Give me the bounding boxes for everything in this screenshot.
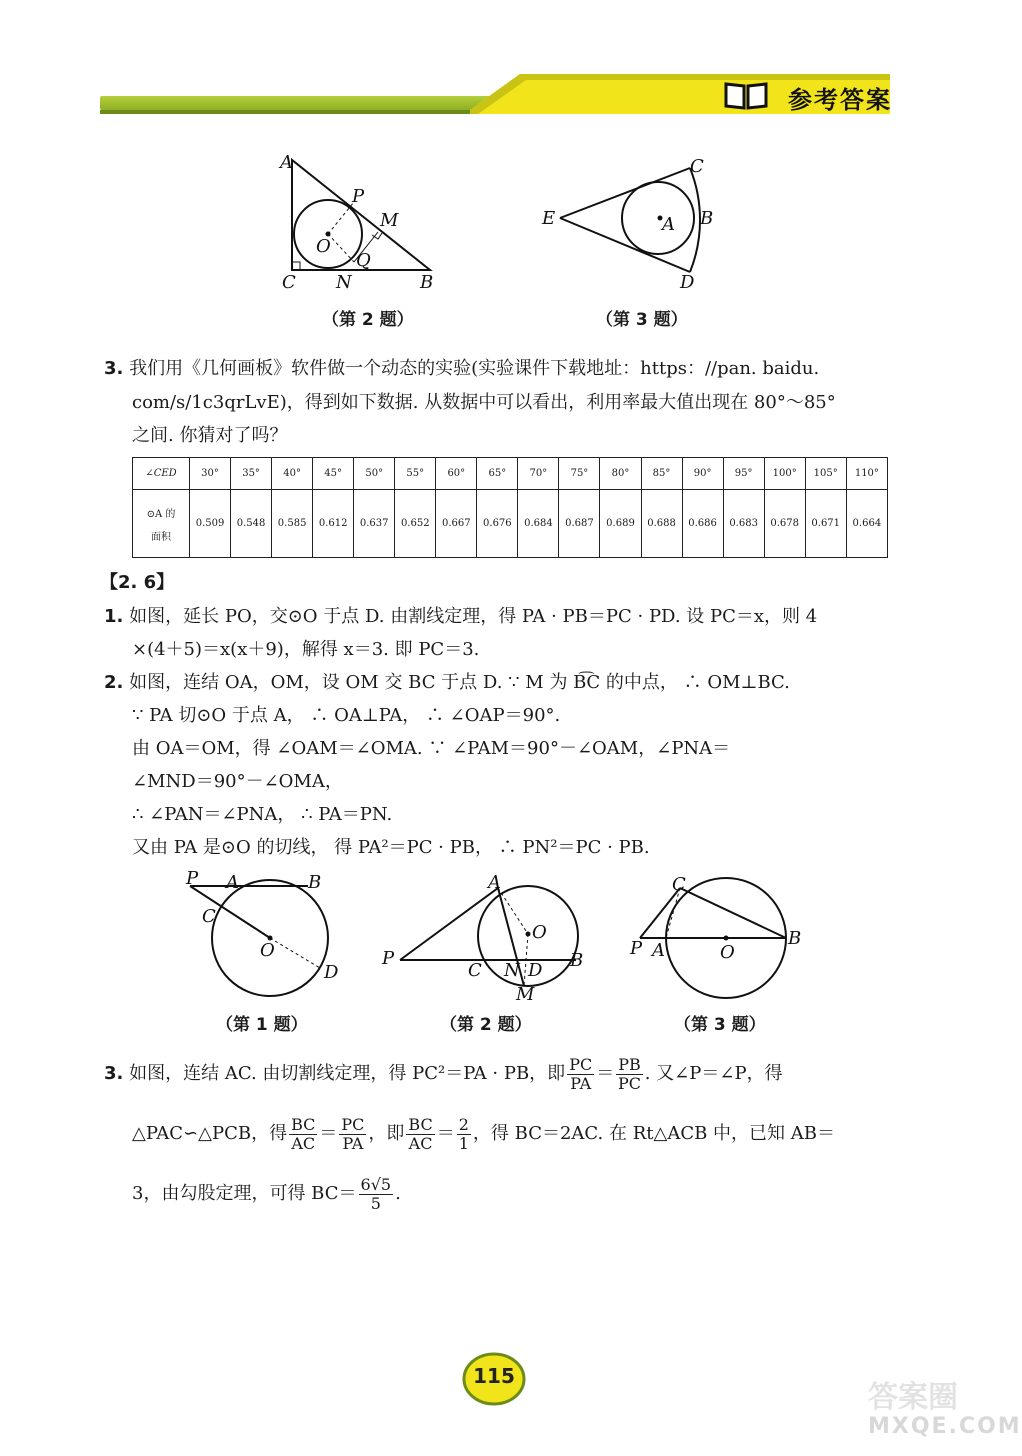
denominator: PA xyxy=(570,1073,592,1093)
watermark-logo: 答案圈 xyxy=(868,1380,958,1415)
a3-text-3b: . xyxy=(395,1183,401,1204)
fig-a2-label-c: C xyxy=(468,960,482,981)
table-cell: 0.678 xyxy=(764,490,805,558)
numerator: PC xyxy=(569,1054,593,1074)
caption-a1: （第 1 题） xyxy=(216,1015,308,1035)
a1-number: 1. xyxy=(104,606,124,627)
fig-a3-label-p: P xyxy=(630,938,643,959)
a1-text-1: 如图，延长 PO，交⊙O 于点 D. 由割线定理，得 PA · PB＝PC · PD. 设 PC＝x，则 4 xyxy=(129,606,818,627)
book-icon xyxy=(722,80,770,112)
denominator: AC xyxy=(291,1133,316,1153)
table-cell: 0.637 xyxy=(354,490,395,558)
table-cell: 75° xyxy=(559,458,600,490)
fraction xyxy=(457,1116,471,1153)
table-cell: 45° xyxy=(313,458,354,490)
table-cell: 30° xyxy=(190,458,231,490)
a2-line2: ∵ PA 切⊙O 于点 A， ∴ OA⊥PA， ∴ ∠OAP＝90°. xyxy=(132,705,561,726)
q3-line1 xyxy=(104,352,819,385)
table-cell: 95° xyxy=(723,458,764,490)
a3-line1 xyxy=(104,1052,783,1096)
fig3-label-c: C xyxy=(690,156,704,177)
fig-a2-label-n: N xyxy=(504,960,520,981)
table-cell: 0.683 xyxy=(723,490,764,558)
numerator: BC xyxy=(291,1114,316,1134)
fraction xyxy=(406,1116,434,1153)
fig2-label-m: M xyxy=(380,210,399,231)
a3-line2 xyxy=(132,1112,835,1156)
a2-line4: ∠MND＝90°－∠OMA， xyxy=(132,771,343,792)
table-header-area-line2: 面积 xyxy=(151,531,171,543)
header-title: 参考答案 xyxy=(788,86,892,114)
fig-a3-label-b: B xyxy=(788,928,802,949)
table-cell: 0.664 xyxy=(846,490,887,558)
q3-text-1: 我们用《几何画板》软件做一个动态的实验(实验课件下载地址：https：//pan. baidu. xyxy=(129,358,820,379)
table-cell: 80° xyxy=(600,458,641,490)
caption-a3: （第 3 题） xyxy=(674,1015,766,1035)
a2-line3: 由 OA＝OM，得 ∠OAM＝∠OMA. ∵ ∠PAM＝90°－∠OAM，∠PNA＝ xyxy=(132,738,731,759)
fig-a2-label-p: P xyxy=(382,948,395,969)
a3-line3 xyxy=(132,1172,401,1216)
a3-number: 3. xyxy=(104,1063,124,1084)
table-cell: 0.548 xyxy=(231,490,272,558)
denominator: 1 xyxy=(458,1133,469,1153)
denominator: PA xyxy=(342,1133,364,1153)
section-title: 【2. 6】 xyxy=(100,572,175,593)
a2-line5: ∴ ∠PAN＝∠PNA， ∴ PA＝PN. xyxy=(132,804,393,825)
denominator: AC xyxy=(408,1133,433,1153)
fig2-label-p: P xyxy=(352,186,365,207)
a1-line1 xyxy=(104,600,817,633)
table-cell: 0.652 xyxy=(395,490,436,558)
fraction xyxy=(339,1116,366,1153)
fig2-label-q: Q xyxy=(356,250,371,271)
table-cell: 0.688 xyxy=(641,490,682,558)
table-cell: 60° xyxy=(436,458,477,490)
fraction xyxy=(616,1056,643,1093)
table-cell: 40° xyxy=(272,458,313,490)
table-cell: 0.667 xyxy=(436,490,477,558)
fig-a2-label-a: A xyxy=(488,872,501,893)
fig-a2-label-b: B xyxy=(570,950,584,971)
table-cell: 100° xyxy=(764,458,805,490)
numerator: BC xyxy=(408,1114,433,1134)
fig-a1-label-a: A xyxy=(226,872,239,893)
fig-a1-label-o: O xyxy=(260,940,275,961)
table-cell: 105° xyxy=(805,458,846,490)
denominator: 5 xyxy=(370,1193,381,1213)
fraction xyxy=(567,1056,594,1093)
fig-a1-label-p: P xyxy=(186,868,199,889)
fig-a3-label-c: C xyxy=(672,874,686,895)
table-row-area xyxy=(133,490,888,558)
a1-line2: ×(4＋5)＝x(x＋9)，解得 x＝3. 即 PC＝3. xyxy=(132,639,480,660)
fig-a3-label-a: A xyxy=(652,940,665,961)
caption-fig3-top: （第 3 题） xyxy=(596,310,688,330)
q3-number: 3. xyxy=(104,358,124,379)
fig2-label-a: A xyxy=(280,152,293,173)
fig-a1-label-d: D xyxy=(324,962,339,983)
caption-a2: （第 2 题） xyxy=(440,1015,532,1035)
a2-number: 2. xyxy=(104,672,124,693)
a3-text-3a: 3，由勾股定理，可得 BC＝ xyxy=(132,1183,357,1204)
fig-a1-label-b: B xyxy=(308,872,322,893)
fraction xyxy=(359,1176,394,1213)
fig3-label-e: E xyxy=(542,208,556,229)
a2-text-1: 如图，连结 OA，OM，设 OM 交 BC 于点 D. ∵ M 为 B͡C 的中点， ∴ OM⊥BC. xyxy=(129,672,790,693)
denominator: PC xyxy=(617,1073,641,1093)
table-header-angle: ∠CED xyxy=(133,458,190,490)
fig3-label-d: D xyxy=(680,272,695,293)
table-cell: 50° xyxy=(354,458,395,490)
table-cell: 0.687 xyxy=(559,490,600,558)
page-number: 115 xyxy=(473,1364,515,1388)
table-header-area-line1: ⊙A 的 xyxy=(146,508,176,520)
watermark: MXQE.COM xyxy=(868,1414,1022,1439)
figure-q2-top xyxy=(270,150,450,293)
table-cell: 55° xyxy=(395,458,436,490)
figure-a2 xyxy=(378,868,598,1008)
table-cell: 65° xyxy=(477,458,518,490)
equals-sign: ＝ xyxy=(596,1063,615,1084)
fig-a1-label-c: C xyxy=(202,906,216,927)
a2-line1 xyxy=(104,666,790,699)
q3-line2: com/s/1c3qrLvE)，得到如下数据. 从数据中可以看出，利用率最大值出现在 80°～85° xyxy=(132,392,836,413)
table-header-area xyxy=(133,490,190,558)
table-cell: 0.509 xyxy=(190,490,231,558)
table-cell: 35° xyxy=(231,458,272,490)
a3-text-2a: △PAC∽△PCB，得 xyxy=(132,1123,288,1144)
table-row-angle xyxy=(133,458,888,490)
figure-a1 xyxy=(180,868,360,1008)
table-cell: 0.689 xyxy=(600,490,641,558)
table-cell: 110° xyxy=(846,458,887,490)
fig2-label-o: O xyxy=(316,236,331,257)
a2-line6: 又由 PA 是⊙O 的切线， 得 PA²＝PC · PB， ∴ PN²＝PC · PB. xyxy=(132,837,650,858)
table-cell: 90° xyxy=(682,458,723,490)
figure-q3-top xyxy=(538,150,728,293)
data-table xyxy=(132,457,888,558)
equals-sign: ＝ xyxy=(319,1123,338,1144)
q3-line3: 之间. 你猜对了吗？ xyxy=(132,425,288,446)
fig2-label-n: N xyxy=(336,272,352,293)
fig-a2-label-d: D xyxy=(528,960,543,981)
fig-a3-label-o: O xyxy=(720,942,735,963)
table-cell: 85° xyxy=(641,458,682,490)
table-cell: 0.671 xyxy=(805,490,846,558)
fig-a2-label-m: M xyxy=(516,984,535,1005)
numerator: 2 xyxy=(458,1114,469,1134)
table-cell: 0.612 xyxy=(313,490,354,558)
fraction xyxy=(289,1116,317,1153)
caption-fig2-top: （第 2 题） xyxy=(322,310,414,330)
fig3-label-b: B xyxy=(700,208,714,229)
fig2-label-b: B xyxy=(420,272,434,293)
numerator: 6√5 xyxy=(360,1174,392,1194)
figure-a3 xyxy=(620,868,820,1008)
numerator: PB xyxy=(618,1054,641,1074)
table-cell: 0.585 xyxy=(272,490,313,558)
a3-text-2b: ，即 xyxy=(368,1123,405,1144)
table-cell: 0.676 xyxy=(477,490,518,558)
fig3-label-a: A xyxy=(662,214,675,235)
table-cell: 70° xyxy=(518,458,559,490)
a3-text-1a: 如图，连结 AC. 由切割线定理，得 PC²＝PA · PB，即 xyxy=(129,1063,566,1084)
equals-sign: ＝ xyxy=(436,1123,455,1144)
fig-a2-label-o: O xyxy=(532,922,547,943)
fig2-label-c: C xyxy=(282,272,296,293)
numerator: PC xyxy=(341,1114,365,1134)
table-cell: 0.684 xyxy=(518,490,559,558)
a3-text-1b: . 又∠P＝∠P，得 xyxy=(644,1063,783,1084)
a3-text-2c: ，得 BC＝2AC. 在 Rt△ACB 中，已知 AB＝ xyxy=(472,1123,836,1144)
table-cell: 0.686 xyxy=(682,490,723,558)
